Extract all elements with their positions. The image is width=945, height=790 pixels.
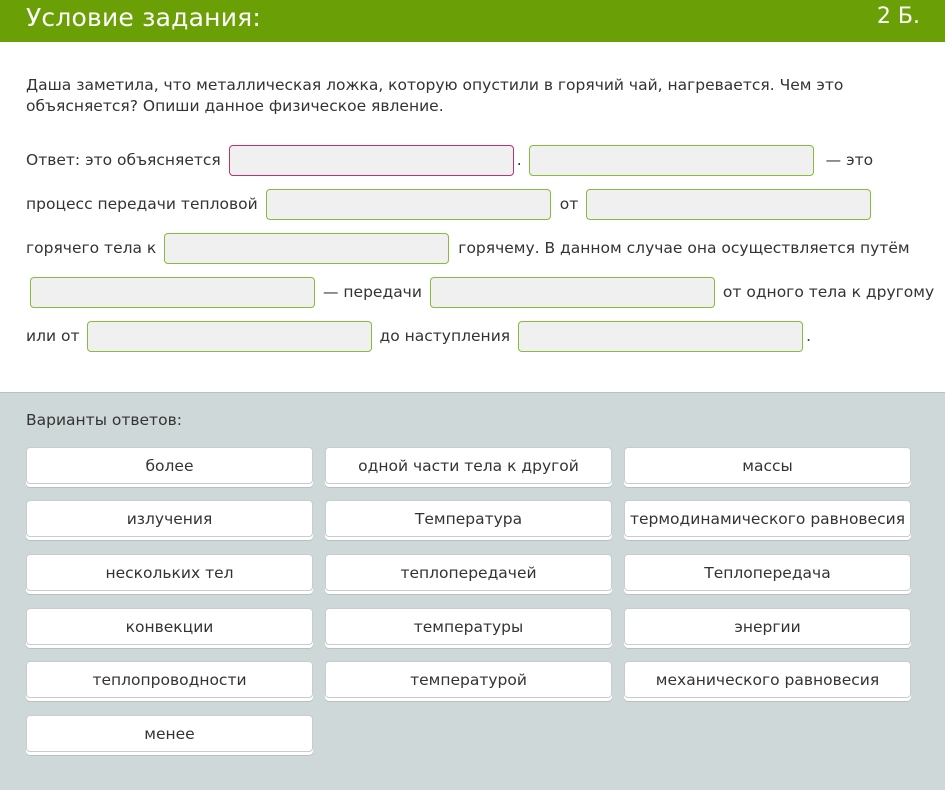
answer-option-teploperedacha[interactable]: Теплопередача: [624, 554, 911, 591]
task-title: Условие задания:: [26, 3, 262, 32]
answer-option-energii[interactable]: энергии: [624, 608, 911, 645]
blank-8[interactable]: [87, 321, 372, 352]
answer-line-3: [0, 231, 945, 265]
answer-option-temperatura[interactable]: Температура: [325, 500, 612, 537]
answer-option-teploperedachey[interactable]: теплопередачей: [325, 554, 612, 591]
answer-option-neskolkikh-tel[interactable]: нескольких тел: [26, 554, 313, 591]
answer-option-massy[interactable]: массы: [624, 447, 911, 484]
answer-final-dot: .: [806, 327, 812, 345]
answer-options-panel: [0, 392, 945, 790]
answer-ot-text: от: [559, 195, 579, 213]
answer-option-temperaturoy[interactable]: температурой: [325, 661, 612, 698]
answer-transfer-text: — передачи: [323, 283, 422, 301]
answer-one-to-other-text: от одного тела к другому: [722, 283, 935, 301]
answer-path-text: горячему. В данном случае она осуществляется путём: [458, 239, 910, 257]
answer-option-temperatury[interactable]: температуры: [325, 608, 612, 645]
answer-option-menee[interactable]: менее: [26, 715, 313, 752]
answer-line-4: [0, 275, 945, 309]
blank-7[interactable]: [430, 277, 715, 308]
task-points: 2 Б.: [876, 4, 920, 29]
task-header: [0, 0, 945, 42]
answer-dot: .: [516, 151, 522, 169]
question-text: Даша заметила, что металлическая ложка, которую опустили в горячий чай, нагревается. Чем это объясняется? Опиши данное физическое явление.: [26, 76, 844, 115]
answer-until-text: до наступления: [379, 327, 511, 345]
blank-9[interactable]: [518, 321, 803, 352]
blank-6[interactable]: [30, 277, 315, 308]
answer-intro-text: Ответ: это объясняется: [26, 151, 221, 169]
blank-4[interactable]: [586, 189, 871, 220]
answer-line-2: [0, 187, 945, 221]
answer-or-from-text: или от: [26, 327, 80, 345]
blank-5[interactable]: [164, 233, 449, 264]
answer-line-1: [0, 143, 945, 177]
answer-option-izlucheniya[interactable]: излучения: [26, 500, 313, 537]
answer-option-bolee[interactable]: более: [26, 447, 313, 484]
blank-2[interactable]: [529, 145, 814, 176]
answer-options-title: Варианты ответов:: [26, 411, 182, 429]
answer-line-5: [0, 319, 945, 353]
blank-1[interactable]: [229, 145, 514, 176]
answer-option-termodinamicheskogo-ravnovesiya[interactable]: термодинамического равновесия: [624, 500, 911, 537]
answer-option-teploprovodnosti[interactable]: теплопроводности: [26, 661, 313, 698]
answer-option-odnoy-chasti-tela[interactable]: одной части тела к другой: [325, 447, 612, 484]
answer-process-text: процесс передачи тепловой: [26, 195, 258, 213]
blank-3[interactable]: [266, 189, 551, 220]
answer-hot-body-text: горячего тела к: [26, 239, 157, 257]
answer-option-konvektsii[interactable]: конвекции: [26, 608, 313, 645]
answer-option-mekhanicheskogo-ravnovesiya[interactable]: механического равновесия: [624, 661, 911, 698]
answer-dash-eto-text: — это: [825, 151, 874, 169]
